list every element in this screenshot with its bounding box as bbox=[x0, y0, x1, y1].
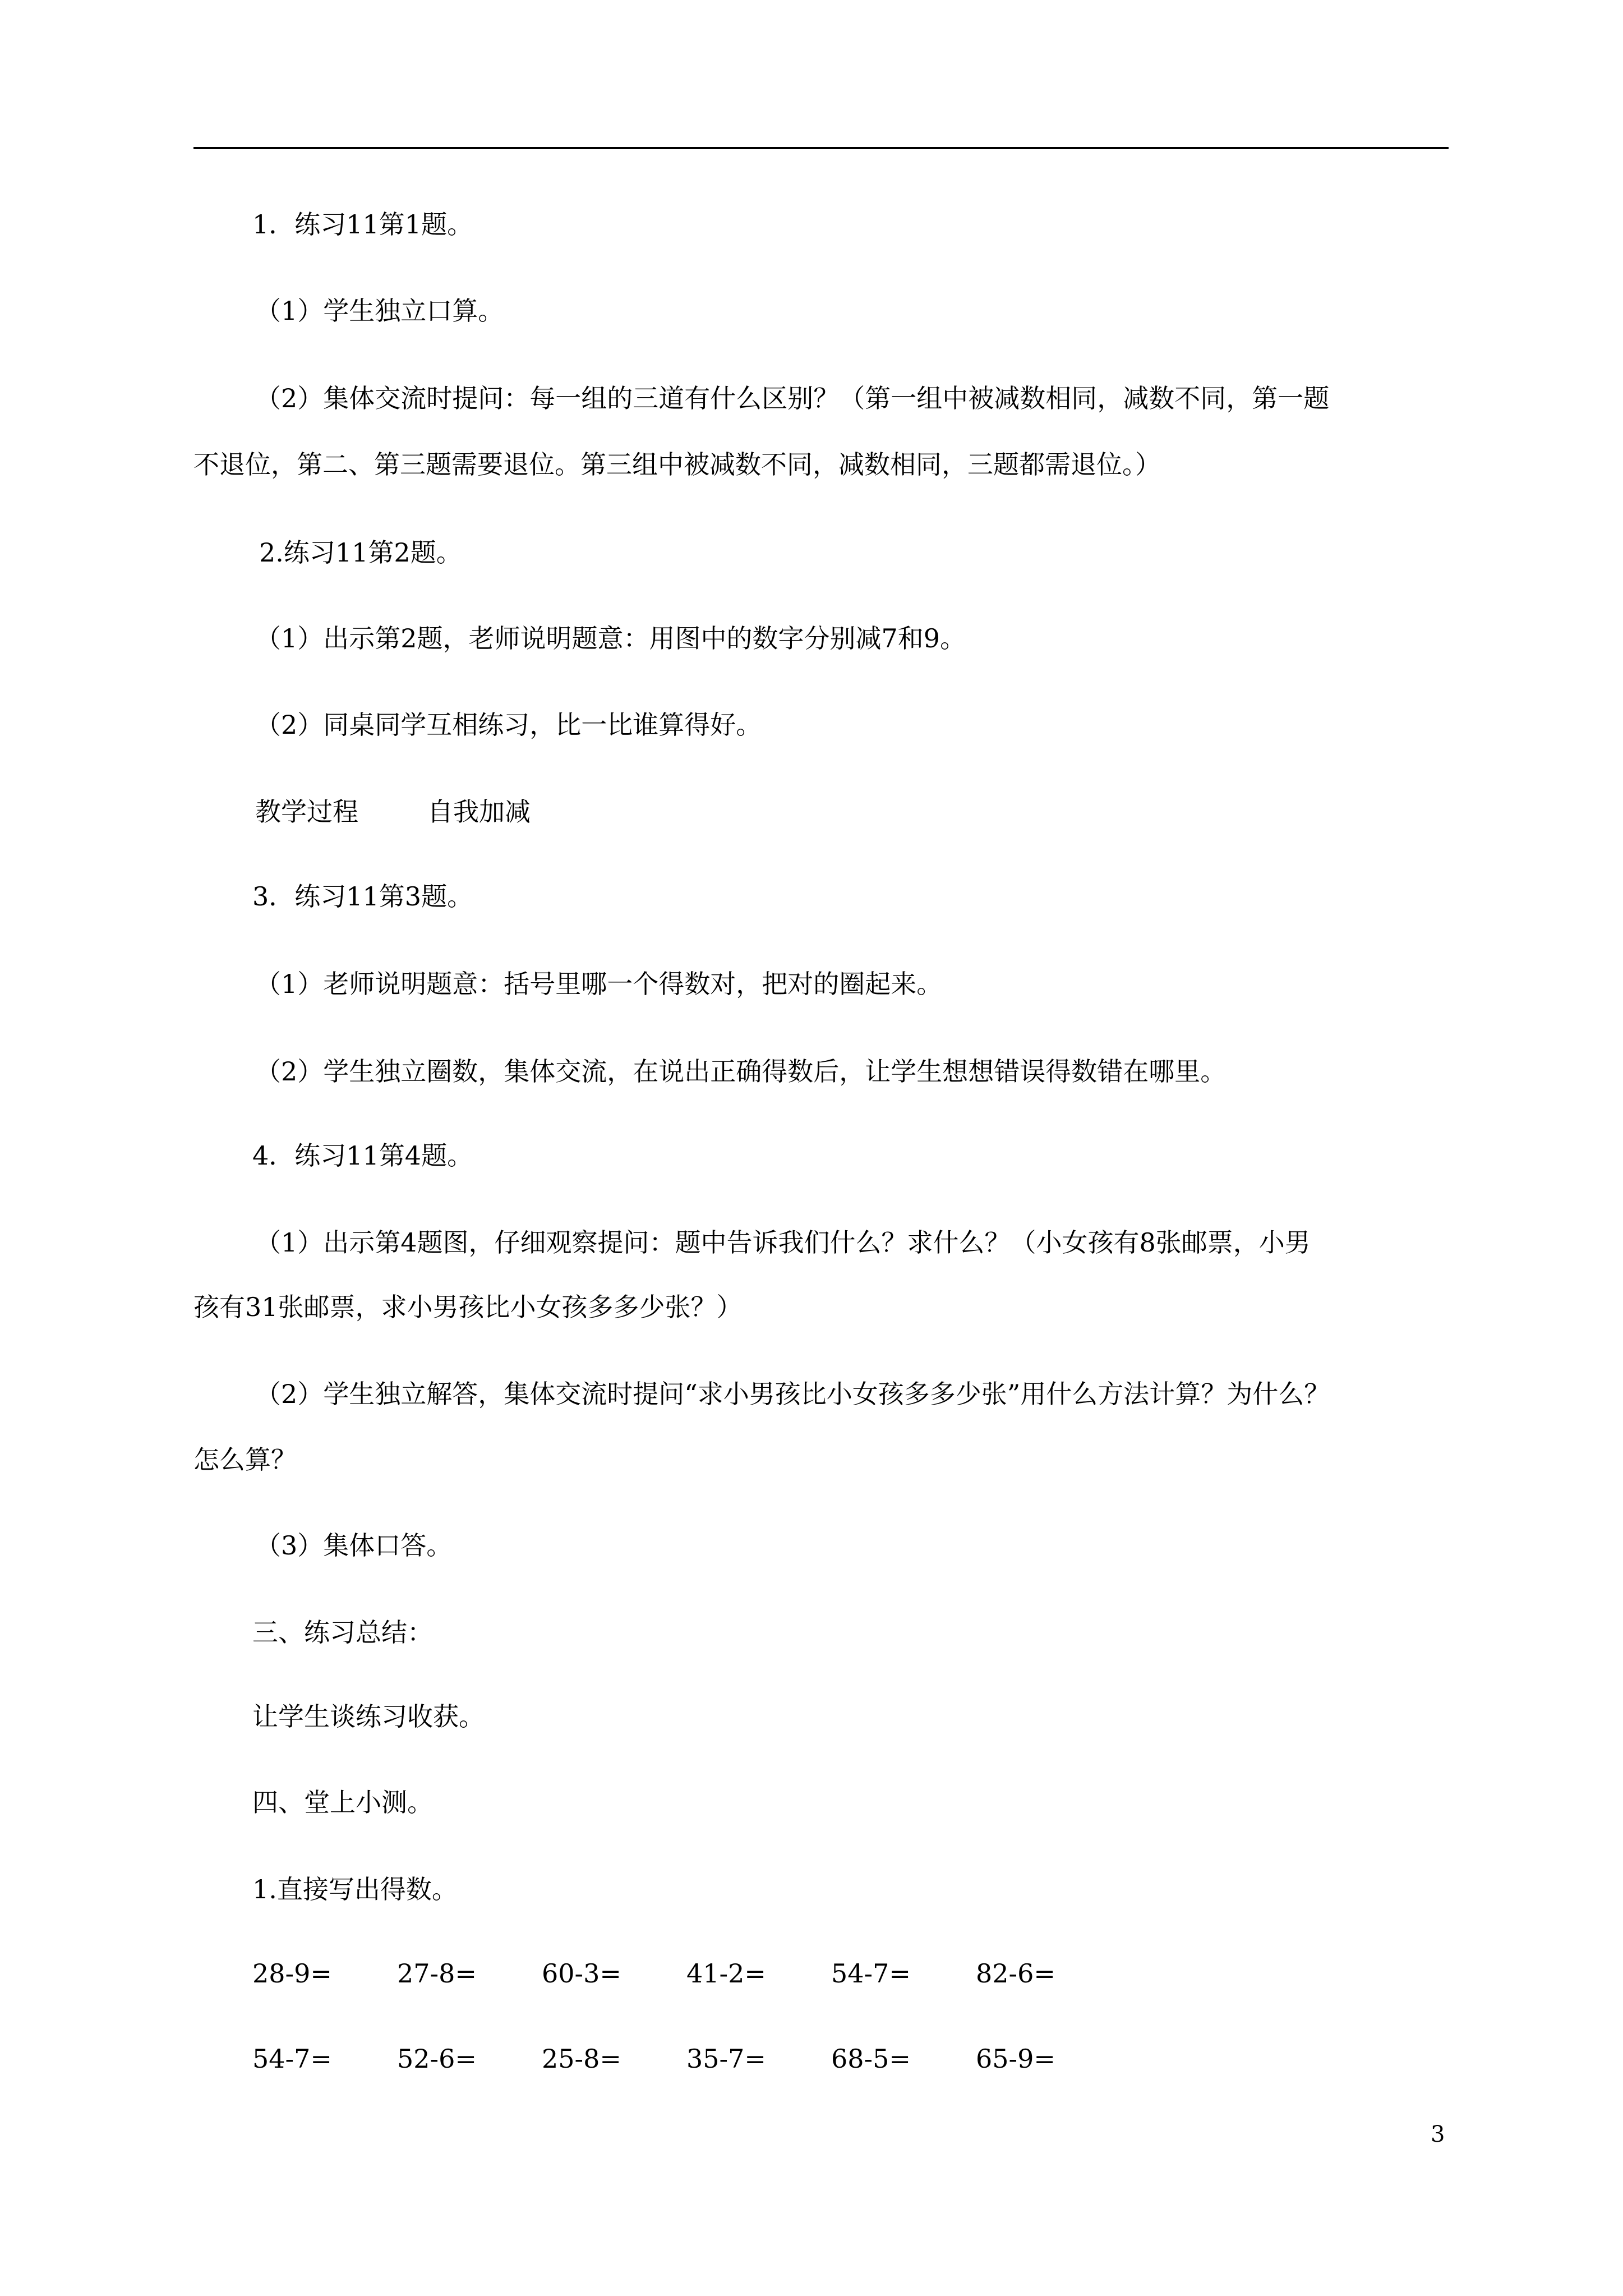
item-3-step-1: （1）老师说明题意：括号里哪一个得数对，把对的圈起来。 bbox=[255, 969, 943, 999]
item-3-heading: 3．练习11第3题。 bbox=[252, 881, 473, 912]
exercise: 27-8= bbox=[397, 1958, 477, 1989]
exercise: 60-3= bbox=[542, 1958, 621, 1989]
quiz-item-1-heading: 1.直接写出得数。 bbox=[252, 1874, 458, 1904]
section-classroom-quiz: 四、堂上小测。 bbox=[252, 1787, 433, 1818]
item-1-step-2-line-2: 不退位，第二、第三题需要退位。第三组中被减数不同，减数相同，三题都需退位。） bbox=[193, 449, 1161, 480]
item-1-step-2-line-1: （2）集体交流时提问：每一组的三道有什么区别？（第一组中被减数相同，减数不同，第一题 bbox=[255, 383, 1330, 413]
item-4-step-3: （3）集体口答。 bbox=[255, 1530, 453, 1561]
item-1-step-1: （1）学生独立口算。 bbox=[255, 296, 504, 326]
exercise: 28-9= bbox=[252, 1958, 332, 1989]
item-2-step-1: （1）出示第2题，老师说明题意：用图中的数字分别减7和9。 bbox=[255, 623, 966, 654]
item-4-heading: 4．练习11第4题。 bbox=[252, 1140, 473, 1171]
item-3-step-2: （2）学生独立圈数，集体交流，在说出正确得数后，让学生想想错误得数错在哪里。 bbox=[255, 1056, 1227, 1087]
exercise: 82-6= bbox=[976, 1958, 1055, 1989]
section-practice-summary: 三、练习总结： bbox=[252, 1617, 433, 1648]
exercise: 54-7= bbox=[252, 2044, 332, 2074]
exercise: 35-7= bbox=[686, 2044, 766, 2074]
exercise: 54-7= bbox=[831, 1958, 911, 1989]
item-1-heading: 1．练习11第1题。 bbox=[252, 209, 473, 240]
header-rule bbox=[193, 147, 1449, 149]
exercise: 41-2= bbox=[686, 1958, 766, 1989]
page-number: 3 bbox=[1431, 2122, 1445, 2147]
item-4-step-1-line-1: （1）出示第4题图，仔细观察提问：题中告诉我们什么？求什么？（小女孩有8张邮票，小男 bbox=[255, 1227, 1311, 1258]
practice-summary-text: 让学生谈练习收获。 bbox=[252, 1701, 485, 1732]
exercise: 52-6= bbox=[397, 2044, 477, 2074]
item-4-step-1-line-2: 孩有31张邮票，求小男孩比小女孩多多少张？） bbox=[193, 1292, 743, 1322]
item-4-step-2-line-2: 怎么算？ bbox=[193, 1444, 297, 1475]
section-label-teaching-process: 教学过程 bbox=[255, 797, 358, 827]
exercise: 68-5= bbox=[831, 2044, 911, 2074]
section-label-self-add-subtract: 自我加减 bbox=[427, 797, 531, 827]
exercise: 25-8= bbox=[542, 2044, 621, 2074]
item-4-step-2-line-1: （2）学生独立解答，集体交流时提问“求小男孩比小女孩多多少张”用什么方法计算？为什么？ bbox=[255, 1379, 1330, 1409]
exercise: 65-9= bbox=[976, 2044, 1055, 2074]
item-2-step-2: （2）同桌同学互相练习，比一比谁算得好。 bbox=[255, 710, 762, 740]
item-2-heading: 2.练习11第2题。 bbox=[259, 537, 462, 568]
